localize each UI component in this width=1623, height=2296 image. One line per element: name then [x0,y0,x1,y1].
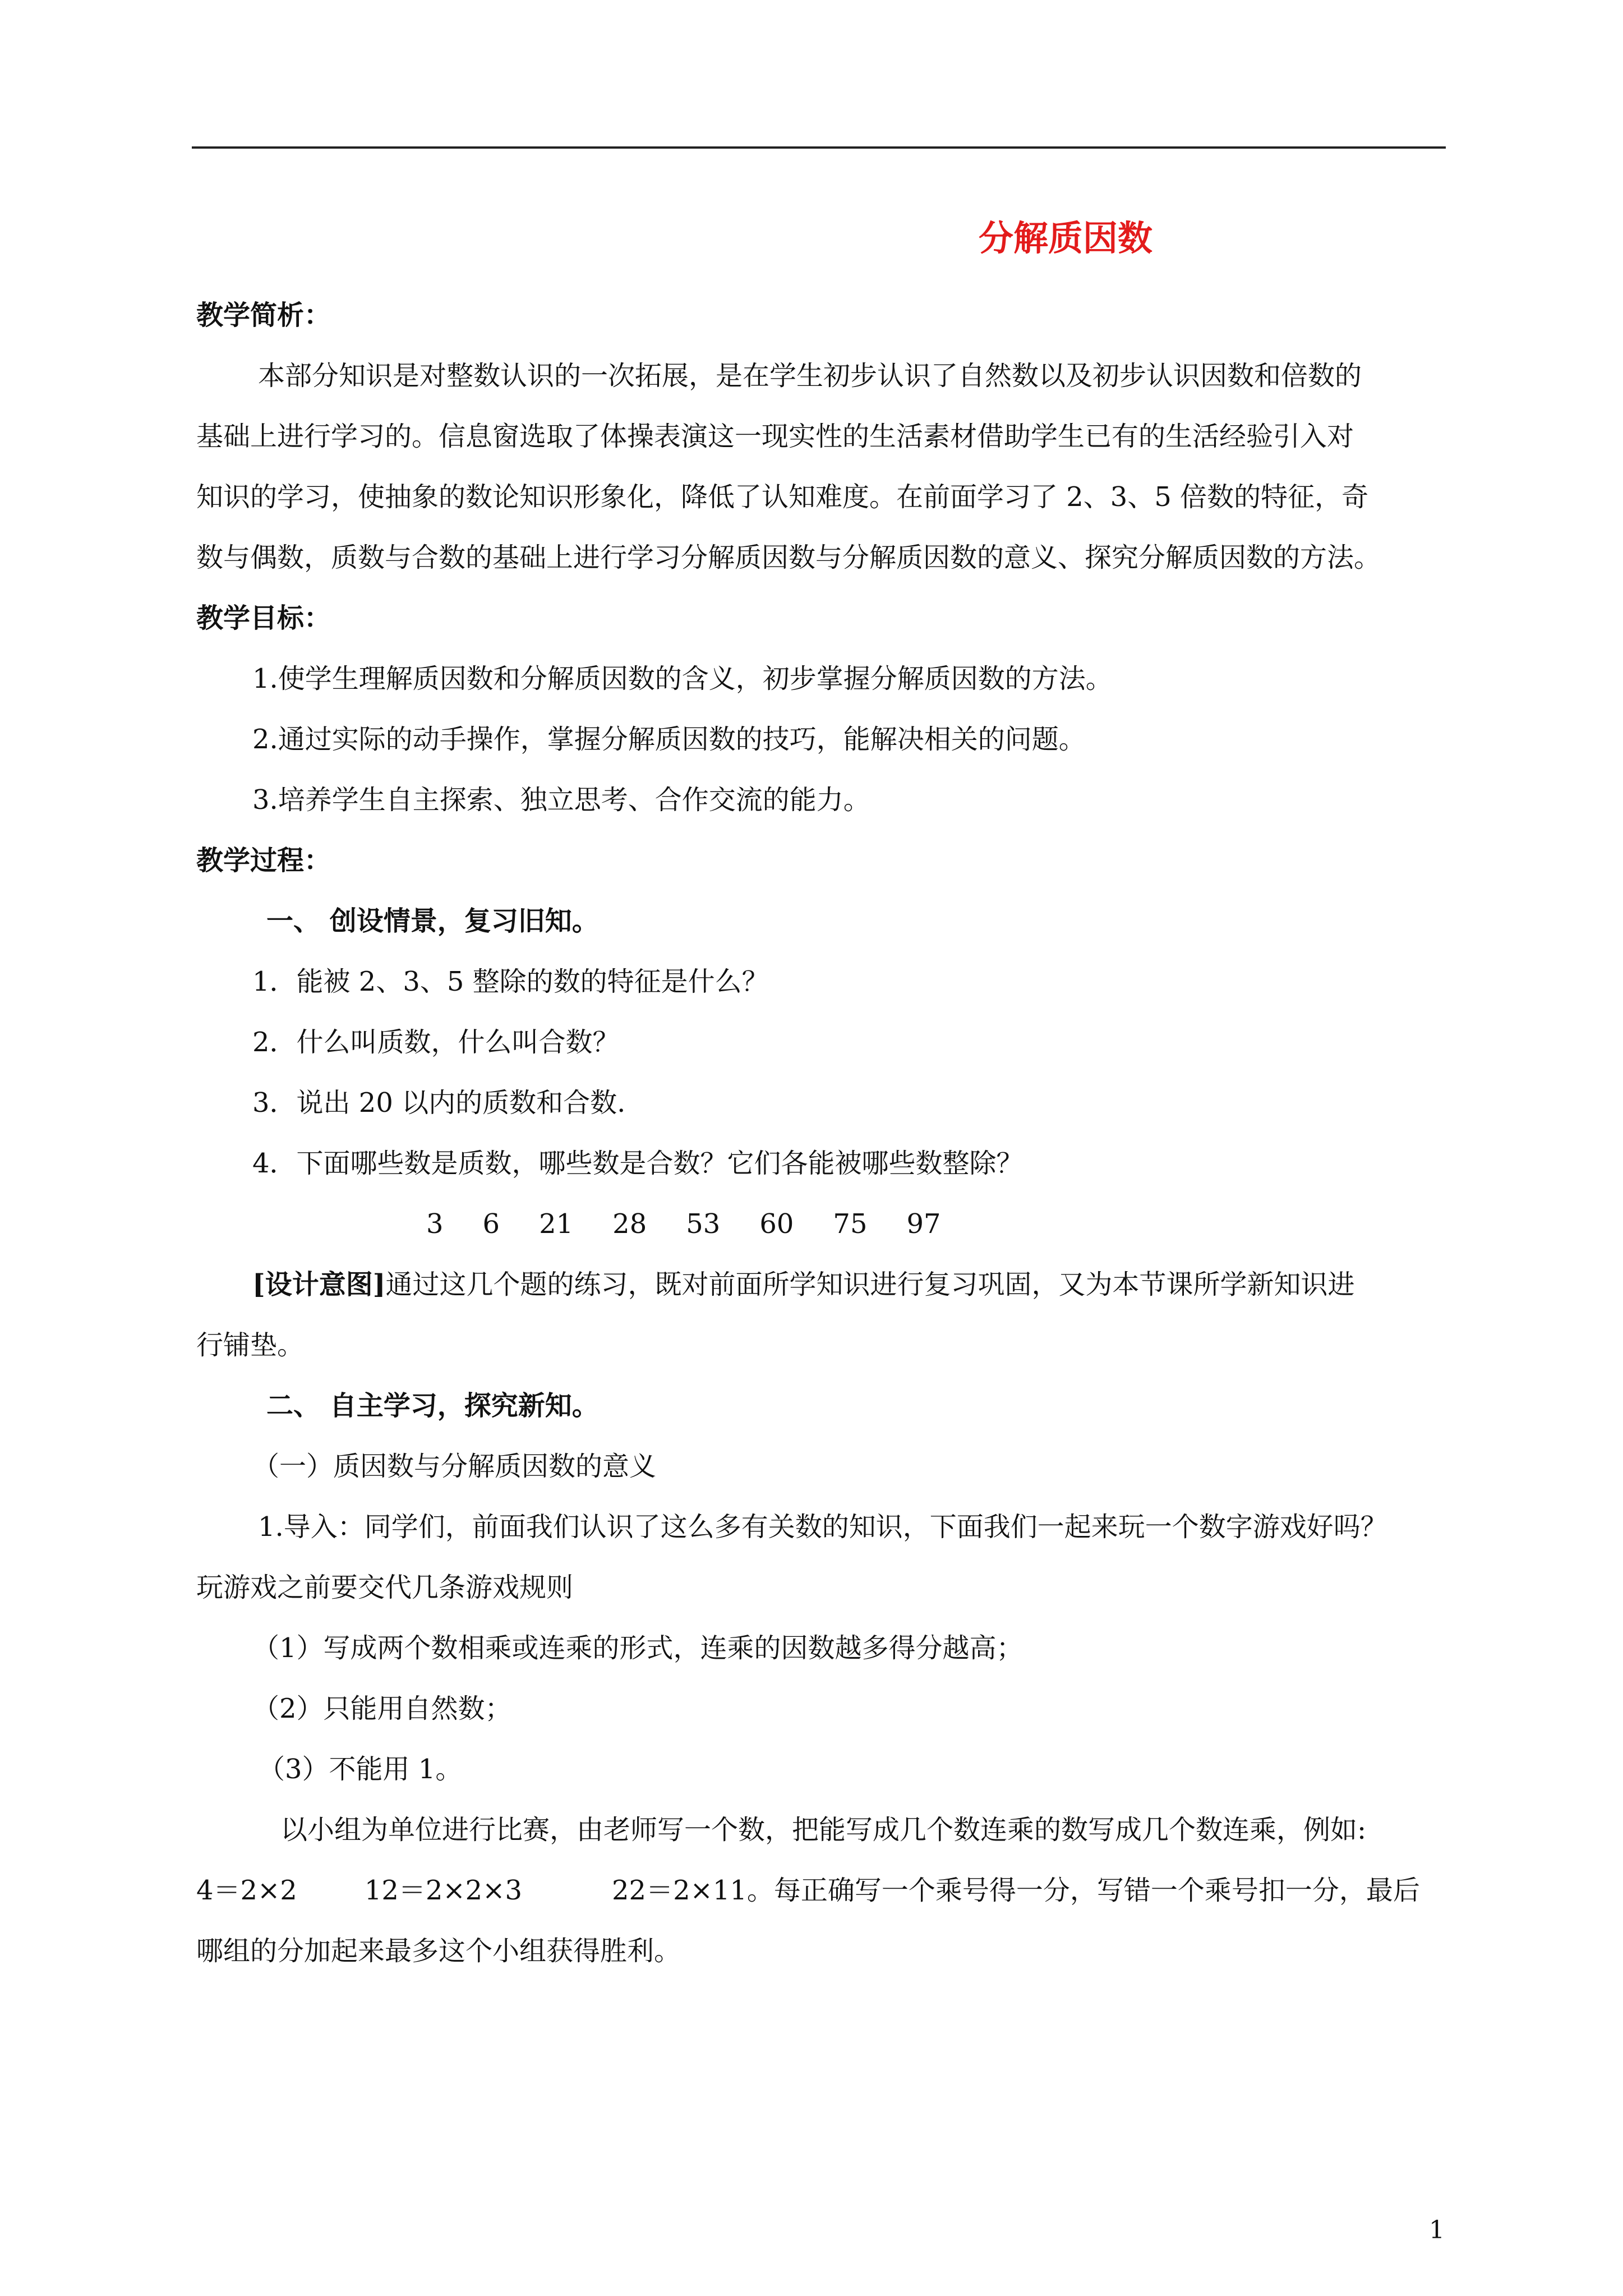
example-equation: 4＝2×2 [196,1875,297,1906]
analysis-line: 数与偶数，质数与合数的基础上进行学习分解质因数与分解质因数的意义、探究分解质因数的方法。 [196,542,1381,573]
section-heading-2: 二、 自主学习，探究新知。 [266,1390,599,1421]
goal-item: 3.培养学生自主探索、独立思考、合作交流的能力。 [252,784,870,816]
number-item: 21 [539,1208,574,1240]
heading-teaching-process: 教学过程： [196,845,331,876]
review-question: 3．说出 20 以内的质数和合数. [252,1087,626,1119]
number-item: 60 [759,1208,794,1240]
design-intent-label: [设计意图] [252,1269,386,1300]
number-item: 97 [906,1208,941,1240]
number-item: 75 [833,1208,868,1240]
design-intent [252,1268,1503,1301]
number-item: 6 [482,1208,500,1240]
example-equation: 22＝2×11。每正确写一个乘号得一分，写错一个乘号扣一分，最后 [611,1875,1420,1906]
heading-teaching-goals: 教学目标： [196,602,331,634]
review-question: 4．下面哪些数是质数，哪些数是合数？它们各能被哪些数整除？ [252,1148,1023,1179]
goal-item: 1.使学生理解质因数和分解质因数的含义，初步掌握分解质因数的方法。 [252,663,1113,694]
analysis-line: 基础上进行学习的。信息窗选取了体操表演这一现实性的生活素材借助学生已有的生活经验引入对 [196,421,1354,452]
design-intent-continued: 行铺垫。 [196,1329,305,1361]
design-intent-text: 通过这几个题的练习，既对前面所学知识进行复习巩固，又为本节课所学新知识进 [385,1269,1355,1300]
subsection-heading: （一）质因数与分解质因数的意义 [252,1451,657,1482]
analysis-line: 知识的学习，使抽象的数论知识形象化，降低了认知难度。在前面学习了 2、3、5 倍数的特征，奇 [196,481,1369,513]
review-question: 2．什么叫质数，什么叫合数？ [252,1027,620,1058]
example-equation: 12＝2×2×3 [364,1875,522,1906]
intro-text: 1.导入：同学们，前面我们认识了这么多有关数的知识，下面我们一起来玩一个数字游戏好吗？ [258,1511,1387,1543]
game-examples [196,1874,1447,1907]
game-description: 以小组为单位进行比赛，由老师写一个数，把能写成几个数连乘的数写成几个数连乘，例如: [280,1814,1367,1846]
game-rule: （3）不能用 1。 [258,1754,463,1785]
header-rule [192,146,1446,149]
number-item: 3 [426,1208,444,1240]
page-number: 1 [1429,2216,1445,2244]
analysis-line: 本部分知识是对整数认识的一次拓展，是在学生初步认识了自然数以及初步认识因数和倍数的 [258,360,1362,392]
section-heading-1: 一、 创设情景，复习旧知。 [266,905,599,937]
number-item: 28 [612,1208,647,1240]
review-question: 1．能被 2、3、5 整除的数的特征是什么？ [252,966,769,997]
game-rule: （2）只能用自然数； [252,1693,512,1724]
document-title: 分解质因数 [978,218,1152,259]
number-item: 53 [686,1208,721,1240]
intro-text-continued: 玩游戏之前要交代几条游戏规则 [196,1572,574,1603]
goal-item: 2.通过实际的动手操作，掌握分解质因数的技巧，能解决相关的问题。 [252,724,1086,755]
number-list [426,1207,1623,1241]
game-rule: （1）写成两个数相乘或连乘的形式，连乘的因数越多得分越高； [252,1632,1023,1664]
game-description-end: 哪组的分加起来最多这个小组获得胜利。 [196,1935,681,1967]
heading-teaching-analysis: 教学简析： [196,300,331,331]
